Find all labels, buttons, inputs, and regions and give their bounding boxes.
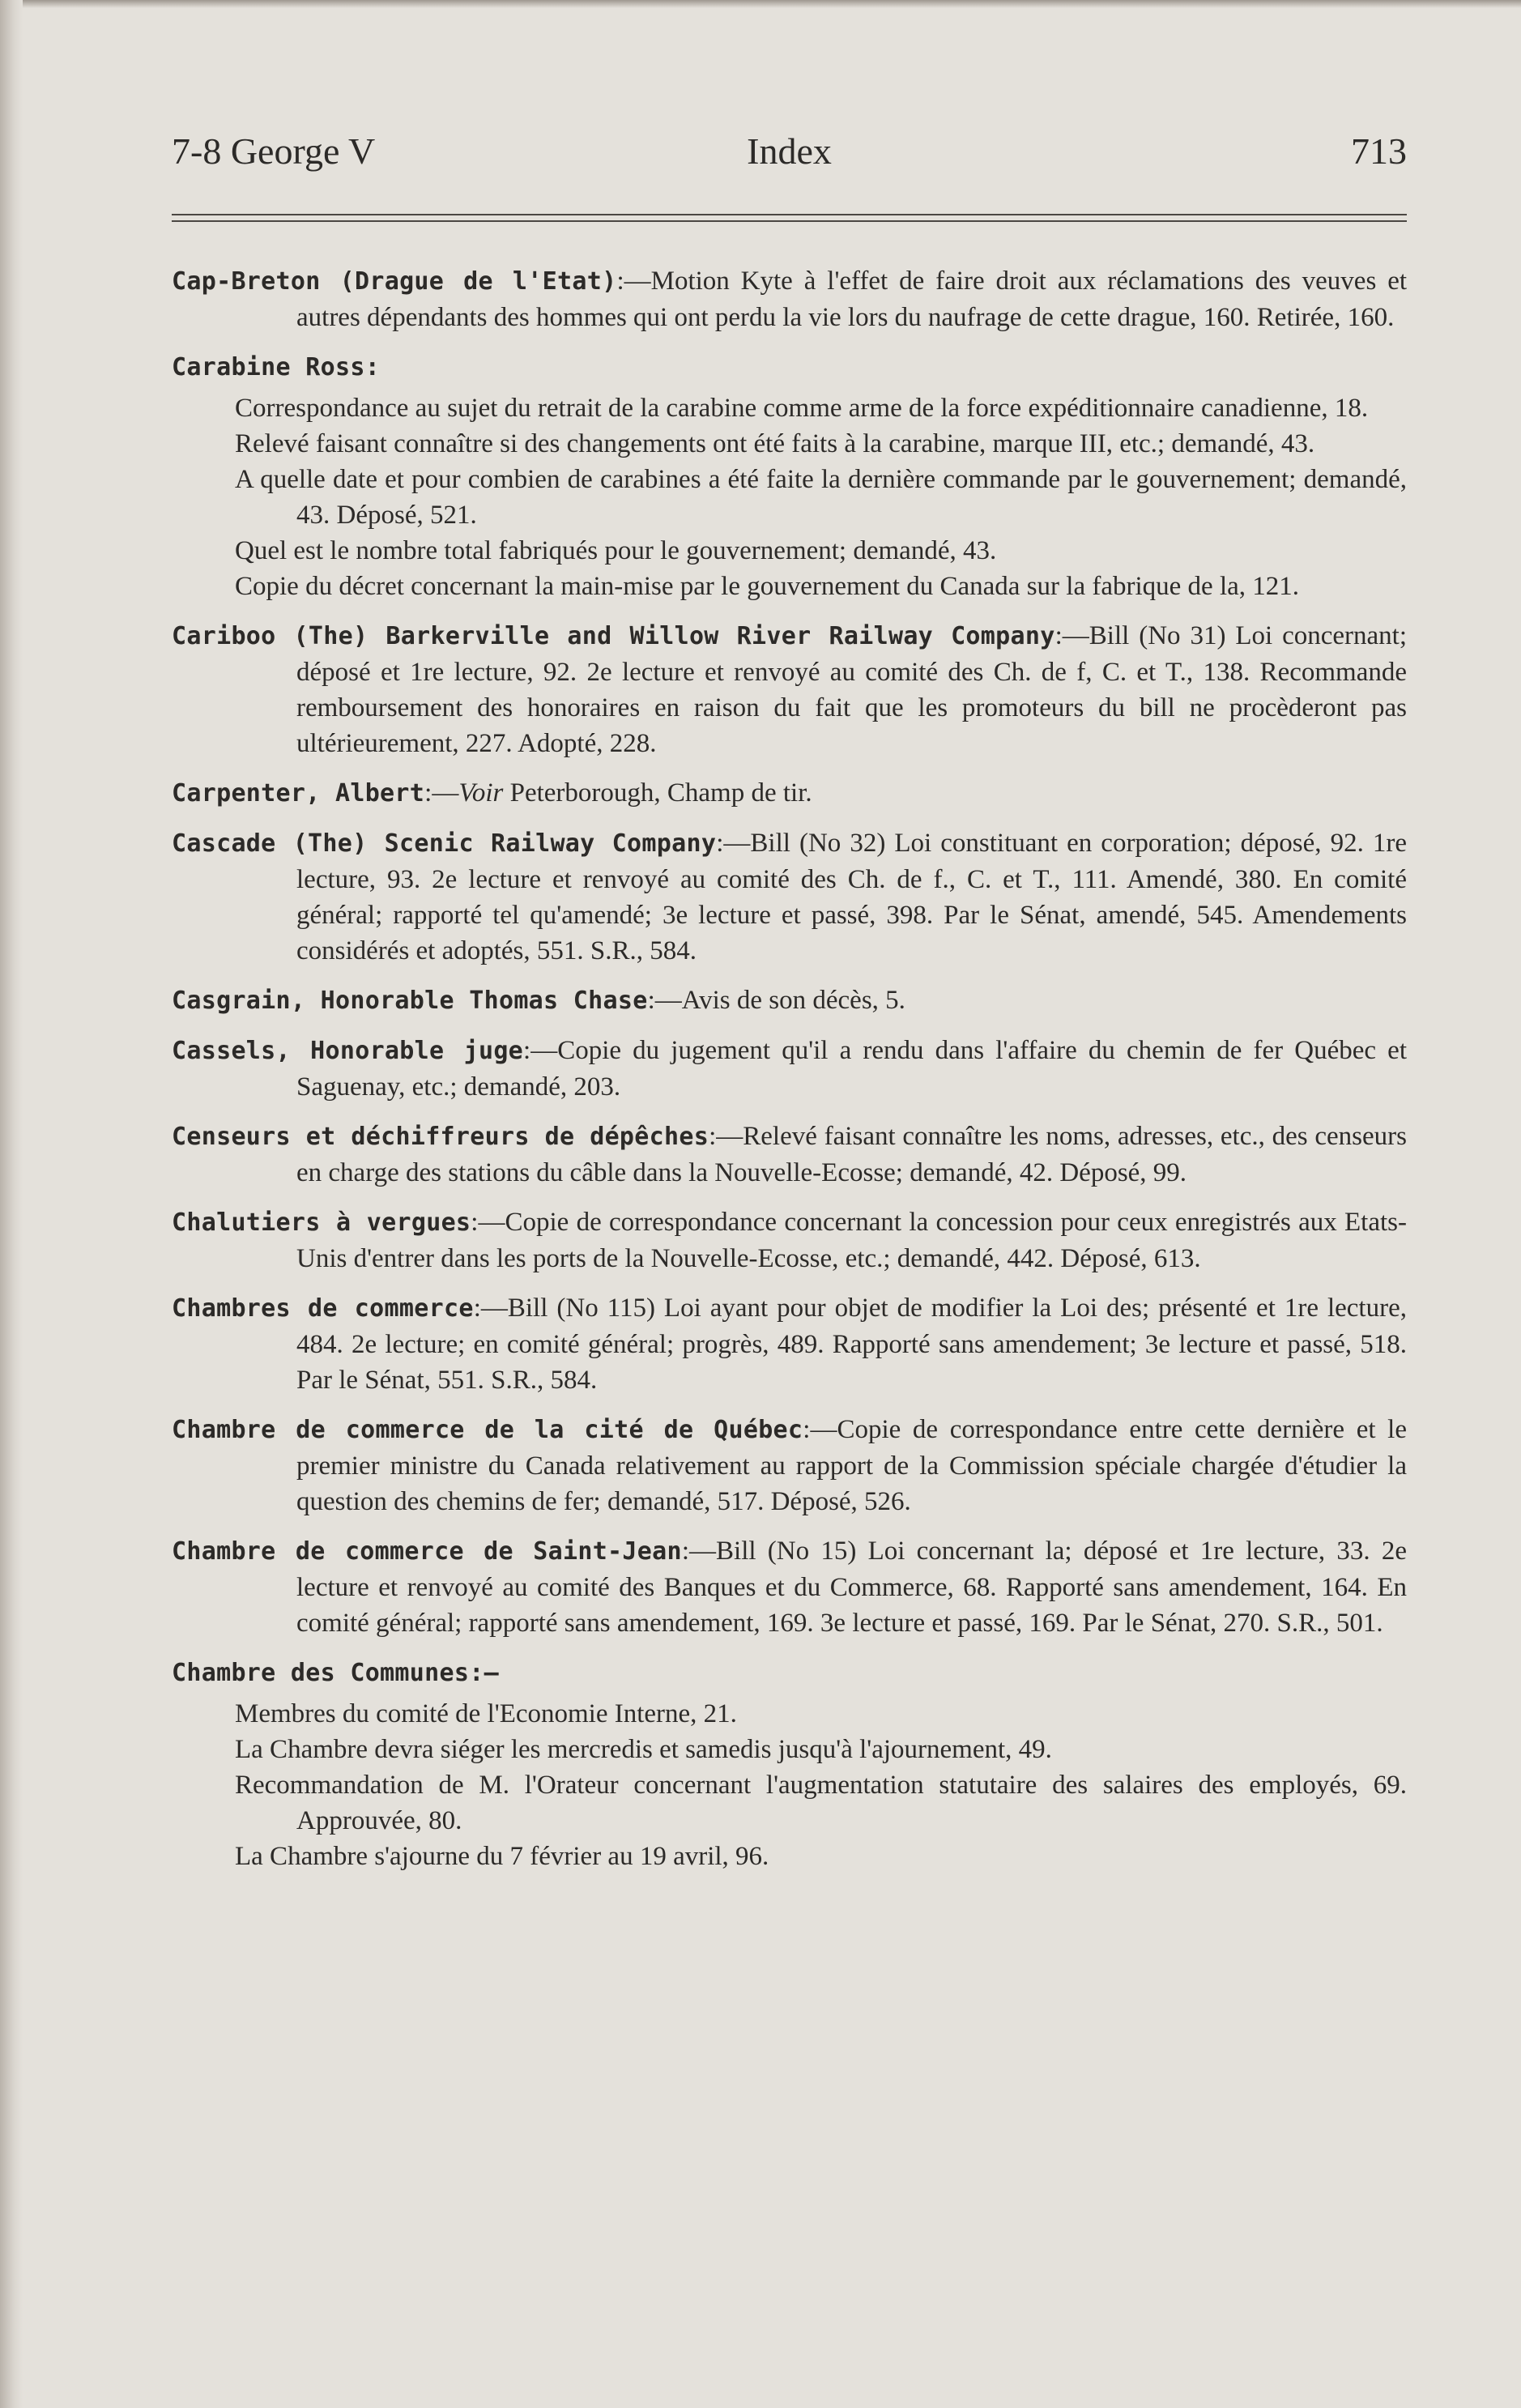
entry-text: :—Relevé faisant connaître les noms, adresses, etc., des censeurs en charge des stations du câble dans la Nouvelle-Ecosse; demandé, 42. Déposé, 99.: [296, 1122, 1407, 1187]
sub-entry: La Chambre s'ajourne du 7 février au 19 avril, 96.: [235, 1842, 769, 1871]
entry-text: :—Bill (No 31) Loi concernant; déposé et 1re lecture, 92. 2e lecture et renvoyé au comité des Ch. de f, C. et T., 138. Recommande remboursement des honoraires en raison du fait que les promoteurs du bill ne procèderont pas ultérieurement, 227. Adopté, 228.: [296, 621, 1407, 758]
entry-heading: Chalutiers à vergues: [172, 1208, 471, 1237]
index-entry: [172, 775, 1407, 812]
sub-entry: La Chambre devra siéger les mercredis et samedis jusqu'à l'ajournement, 49.: [235, 1735, 1052, 1764]
header-title: Index: [747, 130, 832, 172]
sub-entry: Membres du comité de l'Economie Interne, 21.: [235, 1699, 737, 1728]
entry-text: :—Bill (No 15) Loi concernant la; déposé et 1re lecture, 33. 2e lecture et renvoyé au comité des Banques et du Commerce, 68. Rapporté sans amendement, 164. En comité général; rapporté sans amendement, 169. 3e lecture et passé, 169. Par le Sénat, 270. S.R., 501.: [296, 1536, 1407, 1638]
entry-heading: Chambre des Communes:—: [172, 1659, 499, 1687]
sub-entry: Relevé faisant connaître si des changements ont été faits à la carabine, marque III, etc.; demandé, 43.: [235, 429, 1315, 458]
entry-heading: Censeurs et déchiffreurs de dépêches: [172, 1123, 709, 1151]
entry-heading: Cascade (The) Scenic Railway Company: [172, 829, 717, 858]
index-entry: [172, 1033, 1407, 1105]
entry-text-prefix: :—: [424, 778, 459, 808]
entry-heading: Carabine Ross:: [172, 353, 381, 381]
page-binding-edge: [0, 0, 23, 2408]
page-header: [172, 130, 1407, 178]
entry-text: :—Motion Kyte à l'effet de faire droit aux réclamations des veuves et autres dépendants des hommes qui ont perdu la vie lors du naufrage de cette drague, 160. Retirée, 160.: [296, 266, 1408, 332]
page-top-edge: [0, 0, 1521, 8]
index-entry: [172, 1412, 1407, 1519]
entry-heading: Chambres de commerce: [172, 1294, 474, 1323]
entry-text: :—Avis de son décès, 5.: [647, 986, 905, 1015]
entry-see-reference: Voir: [458, 778, 504, 808]
sub-entry: Copie du décret concernant la main-mise par le gouvernement du Canada sur la fabrique de la, 121.: [235, 572, 1300, 601]
index-entry: [172, 618, 1407, 761]
sub-entry: Quel est le nombre total fabriqués pour le gouvernement; demandé, 43.: [235, 536, 997, 565]
index-entry: [172, 1655, 1407, 1874]
entry-heading: Casgrain, Honorable Thomas Chase: [172, 987, 648, 1015]
index-entries: [172, 263, 1407, 1888]
entry-text: :—Copie du jugement qu'il a rendu dans l'affaire du chemin de fer Québec et Saguenay, etc.; demandé, 203.: [296, 1036, 1407, 1102]
index-entry: [172, 1204, 1407, 1276]
index-entry: [172, 1533, 1407, 1641]
entry-heading: Cap-Breton (Drague de l'Etat): [172, 267, 617, 296]
header-rule-bottom: [172, 220, 1407, 222]
index-entry: [172, 982, 1407, 1019]
entry-heading: Carpenter, Albert: [172, 779, 425, 808]
sub-entry: Correspondance au sujet du retrait de la carabine comme arme de la force expéditionnaire canadienne, 18.: [235, 394, 1369, 423]
page-number: 713: [1351, 130, 1407, 172]
index-entry: [172, 825, 1407, 969]
entry-text: :—Copie de correspondance entre cette dernière et le premier ministre du Canada relativement au rapport de la Commission spéciale chargée d'étudier la question des chemins de fer; demandé, 517. Déposé, 526.: [296, 1415, 1407, 1516]
entry-heading: Cariboo (The) Barkerville and Willow River Railway Company: [172, 622, 1055, 650]
entry-text: :—Copie de correspondance concernant la concession pour ceux enregistrés aux Etats-Unis d'entrer dans les ports de la Nouvelle-Ecosse, etc.; demandé, 442. Déposé, 613.: [296, 1208, 1407, 1273]
index-entry: [172, 1290, 1407, 1398]
entry-text: :—Bill (No 115) Loi ayant pour objet de modifier la Loi des; présenté et 1re lecture, 484. 2e lecture; en comité général; progrès, 489. Rapporté sans amendement; 3e lecture et passé, 518. Par le Sénat, 551. S.R., 584.: [296, 1294, 1407, 1395]
index-entry: [172, 349, 1407, 604]
sub-entry: A quelle date et pour combien de carabines a été faite la dernière commande par le gouvernement; demandé, 43. Déposé, 521.: [235, 465, 1407, 530]
entry-heading: Cassels, Honorable juge: [172, 1037, 524, 1065]
index-entry: [172, 263, 1407, 335]
header-rule-top: [172, 214, 1407, 215]
index-entry: [172, 1119, 1407, 1191]
sub-entry: Recommandation de M. l'Orateur concernant l'augmentation statutaire des salaires des employés, 69. Approuvée, 80.: [235, 1771, 1407, 1835]
entry-heading: Chambre de commerce de Saint-Jean: [172, 1537, 682, 1566]
entry-text: :—Bill (No 32) Loi constituant en corporation; déposé, 92. 1re lecture, 93. 2e lecture et renvoyé au comité des Ch. de f., C. et T., 111. Amendé, 380. En comité général; rapporté tel qu'amendé; 3e lecture et passé, 398. Par le Sénat, amendé, 545. Amendements considérés et adoptés, 551. S.R., 584.: [296, 829, 1408, 965]
header-volume: 7-8 George V: [172, 130, 376, 172]
entry-text: Peterborough, Champ de tir.: [503, 778, 812, 808]
entry-heading: Chambre de commerce de la cité de Québec: [172, 1416, 803, 1444]
